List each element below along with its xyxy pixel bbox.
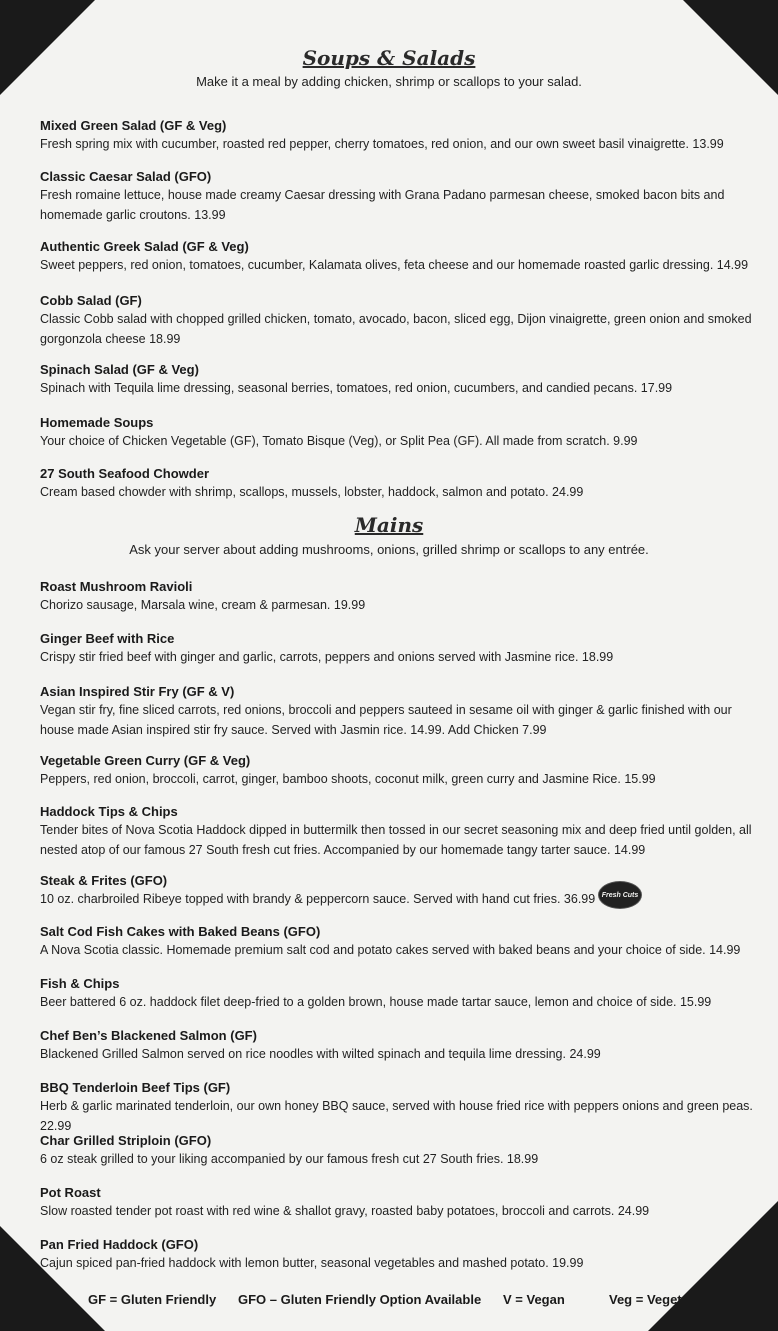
item-description: Blackened Grilled Salmon served on rice noodles with wilted spinach and tequila lime dressing. 24.99 <box>40 1047 601 1061</box>
item-name: BBQ Tenderloin Beef Tips (GF) <box>40 1080 231 1095</box>
menu-item <box>40 1132 768 1169</box>
fresh-cuts-logo: Fresh Cuts <box>598 881 642 909</box>
item-name: Authentic Greek Salad (GF & Veg) <box>40 239 249 254</box>
item-description: Fresh spring mix with cucumber, roasted red pepper, cherry tomatoes, red onion, and our own sweet basil vinaigrette. 13.99 <box>40 137 724 151</box>
menu-item <box>40 414 768 451</box>
dark-corner <box>683 0 778 95</box>
item-description: 6 oz steak grilled to your liking accompanied by our famous fresh cut 27 South fries. 18.99 <box>40 1152 539 1166</box>
item-description: Tender bites of Nova Scotia Haddock dipped in buttermilk then tossed in our secret seasoning mix and deep fried until golden, all nested atop of our famous 27 South fresh cut fries. Accompanied by our homemade tangy tarter sauce. 14.99 <box>40 823 752 857</box>
dark-corner <box>0 0 95 95</box>
item-description: 10 oz. charbroiled Ribeye topped with brandy & peppercorn sauce. Served with hand cut fries. 36.99 <box>40 892 596 906</box>
item-description: Classic Cobb salad with chopped grilled chicken, tomato, avocado, bacon, sliced egg, Dijon vinaigrette, green onion and smoked gorgonzola cheese 18.99 <box>40 312 752 346</box>
item-name: Roast Mushroom Ravioli <box>40 579 193 594</box>
item-name: Haddock Tips & Chips <box>40 804 178 819</box>
menu-item <box>40 292 768 349</box>
soups-salads-title: Soups & Salads <box>302 46 476 70</box>
item-description: A Nova Scotia classic. Homemade premium salt cod and potato cakes served with baked beans and your choice of side. 14.99 <box>40 943 741 957</box>
item-description: Beer battered 6 oz. haddock filet deep-fried to a golden brown, house made tartar sauce, lemon and choice of side. 15.99 <box>40 995 712 1009</box>
menu-item <box>40 803 768 860</box>
dark-corner <box>648 1201 778 1331</box>
menu-item <box>40 752 768 789</box>
item-description: Cream based chowder with shrimp, scallops, mussels, lobster, haddock, salmon and potato. 24.99 <box>40 485 584 499</box>
menu-item <box>40 361 768 398</box>
item-description: Peppers, red onion, broccoli, carrot, ginger, bamboo shoots, coconut milk, green curry and Jasmine Rice. 15.99 <box>40 772 656 786</box>
item-name: Cobb Salad (GF) <box>40 293 142 308</box>
item-name: Chef Ben’s Blackened Salmon (GF) <box>40 1028 257 1043</box>
item-description: Cajun spiced pan-fried haddock with lemon butter, seasonal vegetables and mashed potato. 19.99 <box>40 1256 584 1270</box>
item-description: Fresh romaine lettuce, house made creamy Caesar dressing with Grana Padano parmesan cheese, smoked bacon bits and homemade garlic croutons. 13.99 <box>40 188 725 222</box>
item-name: Fish & Chips <box>40 976 120 991</box>
item-description: Spinach with Tequila lime dressing, seasonal berries, tomatoes, red onion, cucumbers, and candied pecans. 17.99 <box>40 381 673 395</box>
item-name: Char Grilled Striploin (GFO) <box>40 1133 212 1148</box>
item-name: Asian Inspired Stir Fry (GF & V) <box>40 684 235 699</box>
item-description: Crispy stir fried beef with ginger and garlic, carrots, peppers and onions served with Jasmine rice. 18.99 <box>40 650 614 664</box>
item-name: Ginger Beef with Rice <box>40 631 175 646</box>
dark-corner <box>0 1226 105 1331</box>
item-description: Slow roasted tender pot roast with red wine & shallot gravy, roasted baby potatoes, broccoli and carrots. 24.99 <box>40 1204 650 1218</box>
legend-v: V = Vegan <box>503 1292 565 1307</box>
menu-item <box>40 683 768 740</box>
menu-item <box>40 1079 768 1136</box>
item-description: Your choice of Chicken Vegetable (GF), Tomato Bisque (Veg), or Split Pea (GF). All made from scratch. 9.99 <box>40 434 638 448</box>
item-description: Vegan stir fry, fine sliced carrots, red onions, broccoli and peppers sauteed in sesame oil with ginger & garlic finished with our house made Asian inspired stir fry sauce. Served with Jasmin rice. 14.99. Add Chicken 7.99 <box>40 703 732 737</box>
item-name: Pot Roast <box>40 1185 101 1200</box>
mains-subtitle: Ask your server about adding mushrooms, onions, grilled shrimp or scallops to any entrée. <box>129 542 649 557</box>
menu-item <box>40 465 768 502</box>
item-name: Steak & Frites (GFO) <box>40 873 168 888</box>
item-name: Spinach Salad (GF & Veg) <box>40 362 199 377</box>
menu-item <box>40 168 768 225</box>
item-name: Mixed Green Salad (GF & Veg) <box>40 118 227 133</box>
item-name: 27 South Seafood Chowder <box>40 466 210 481</box>
menu-item <box>40 117 768 154</box>
item-description: Chorizo sausage, Marsala wine, cream & parmesan. 19.99 <box>40 598 366 612</box>
item-description: Herb & garlic marinated tenderloin, our own honey BBQ sauce, served with house fried rice with peppers onions and green peas. 22.99 <box>40 1099 753 1133</box>
item-name: Classic Caesar Salad (GFO) <box>40 169 212 184</box>
item-description: Sweet peppers, red onion, tomatoes, cucumber, Kalamata olives, feta cheese and our homemade roasted garlic dressing. 14.99 <box>40 258 749 272</box>
legend-gfo: GFO – Gluten Friendly Option Available <box>238 1292 482 1307</box>
menu-item <box>40 578 768 615</box>
menu-item <box>40 975 768 1012</box>
menu-item <box>40 872 768 909</box>
mains-title: Mains <box>354 513 424 537</box>
legend-veg: Veg = Vegetarian <box>609 1292 713 1307</box>
menu-item <box>40 630 768 667</box>
item-name: Homemade Soups <box>40 415 154 430</box>
menu-item <box>40 923 768 960</box>
item-name: Salt Cod Fish Cakes with Baked Beans (GFO) <box>40 924 321 939</box>
soups-salads-subtitle: Make it a meal by adding chicken, shrimp or scallops to your salad. <box>196 74 582 89</box>
menu-item <box>40 238 768 275</box>
menu-item <box>40 1027 768 1064</box>
item-name: Vegetable Green Curry (GF & Veg) <box>40 753 251 768</box>
item-name: Pan Fried Haddock (GFO) <box>40 1237 199 1252</box>
legend-gf: GF = Gluten Friendly <box>88 1292 217 1307</box>
